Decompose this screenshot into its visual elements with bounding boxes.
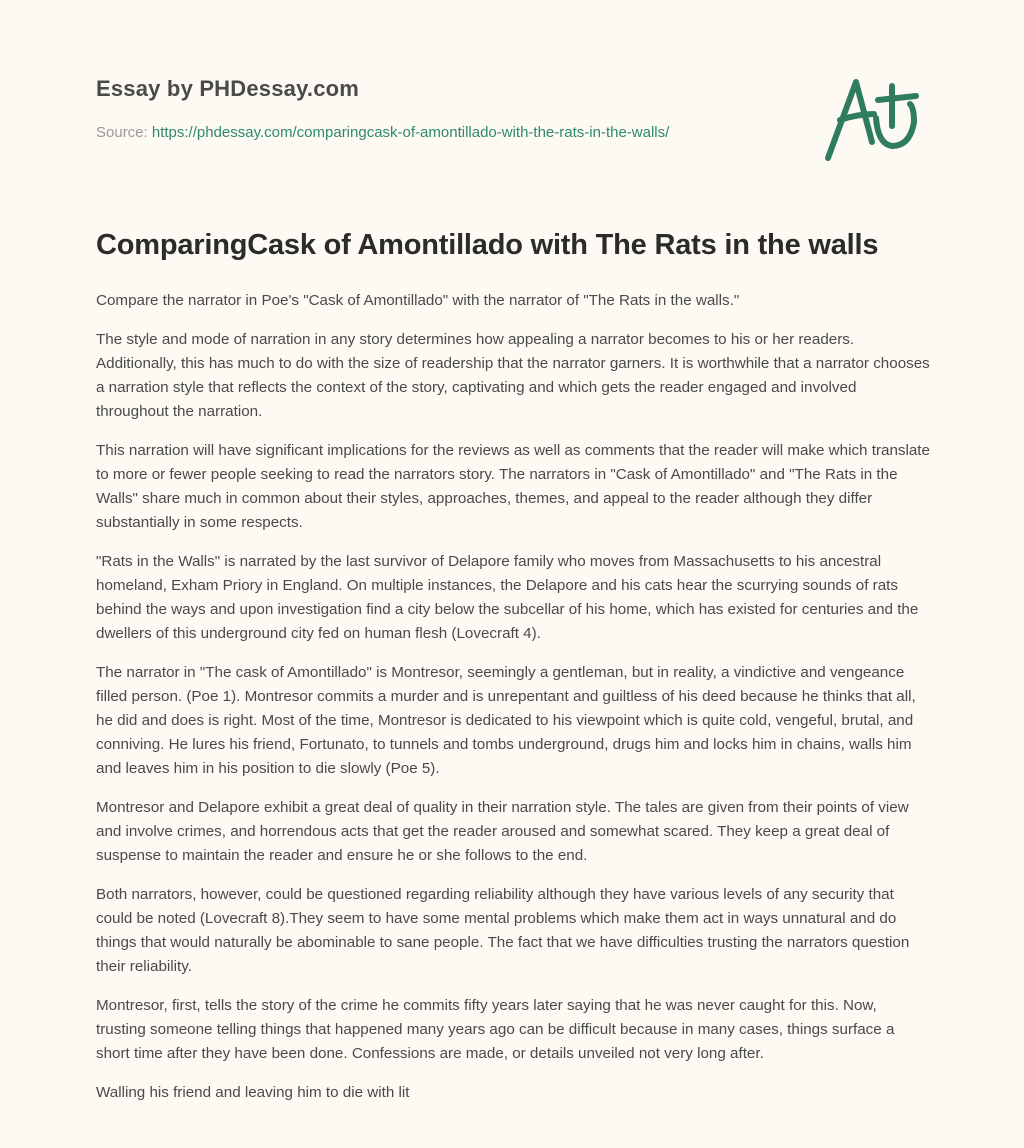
- essay-paragraph: Both narrators, however, could be questioned regarding reliability although they have various levels of any security that could be noted (Lovecraft 8).They seem to have some mental problems which make them act in ways unnatural and do things that would naturally be abominable to sane people. The fact that we have difficulties trusting the narrators question their reliability.: [96, 886, 910, 975]
- source-line: [96, 124, 669, 141]
- essay-paragraph: Compare the narrator in Poe's "Cask of Amontillado" with the narrator of "The Rats in the walls.": [96, 292, 740, 309]
- site-title: Essay by PHDessay.com: [96, 76, 360, 101]
- essay-paragraph: The narrator in "The cask of Amontillado" is Montresor, seemingly a gentleman, but in reality, a vindictive and vengeance filled person. (Poe 1). Montresor commits a murder and is unrepentant and guiltless of his deed because he thinks that all, he did and does is right. Most of the time, Montresor is dedicated to his viewpoint which is quite cold, vengeful, brutal, and conniving. He lures his friend, Fortunato, to tunnels and tombs underground, drugs him and locks him in chains, walls him and leaves him in his position to die slowly (Poe 5).: [96, 664, 916, 777]
- essay-paragraph: Montresor and Delapore exhibit a great deal of quality in their narration style. The tales are given from their points of view and involve crimes, and horrendous acts that get the reader aroused and somewhat scared. They keep a great deal of suspense to maintain the reader and ensure he or she follows to the end.: [96, 799, 909, 864]
- essay-title: ComparingCask of Amontillado with The Rats in the walls: [96, 229, 879, 261]
- essay-paragraph: "Rats in the Walls" is narrated by the last survivor of Delapore family who moves from Massachusetts to his ancestral homeland, Exham Priory in England. On multiple instances, the Delapore and his cats hear the scurrying sounds of rats behind the ways and upon investigation find a city below the subcellar of his home, which has existed for centuries and the dwellers of this underground city fed on human flesh (Lovecraft 4).: [96, 553, 919, 642]
- essay-paragraph: Montresor, first, tells the story of the crime he commits fifty years later saying that he was never caught for this. Now, trusting someone telling things that happened many years ago can be difficult because in many cases, things surface a short time after they have been done. Confessions are made, or details unveiled not very long after.: [96, 997, 895, 1062]
- a-plus-icon: [824, 68, 928, 164]
- essay-paragraph: The style and mode of narration in any story determines how appealing a narrator becomes to his or her readers. Additionally, this has much to do with the size of readership that the narrator garners. It is worthwhile that a narrator chooses a narration style that reflects the context of the story, captivating and which gets the reader engaged and involved throughout the narration.: [96, 331, 930, 420]
- source-label: Source:: [96, 124, 152, 141]
- essay-content: [96, 222, 930, 1120]
- essay-paragraph: This narration will have significant implications for the reviews as well as comments that the reader will make which translate to more or fewer people seeking to read the narrators story. The narrators in "Cask of Amontillado" and "The Rats in the Walls" share much in common about their styles, approaches, themes, and appeal to the reader although they differ substantially in some respects.: [96, 442, 930, 531]
- source-link[interactable]: https://phdessay.com/comparingcask-of-amontillado-with-the-rats-in-the-walls/: [151, 124, 670, 141]
- essay-paragraph: Walling his friend and leaving him to die with lit: [96, 1084, 410, 1101]
- page-header: [96, 0, 928, 200]
